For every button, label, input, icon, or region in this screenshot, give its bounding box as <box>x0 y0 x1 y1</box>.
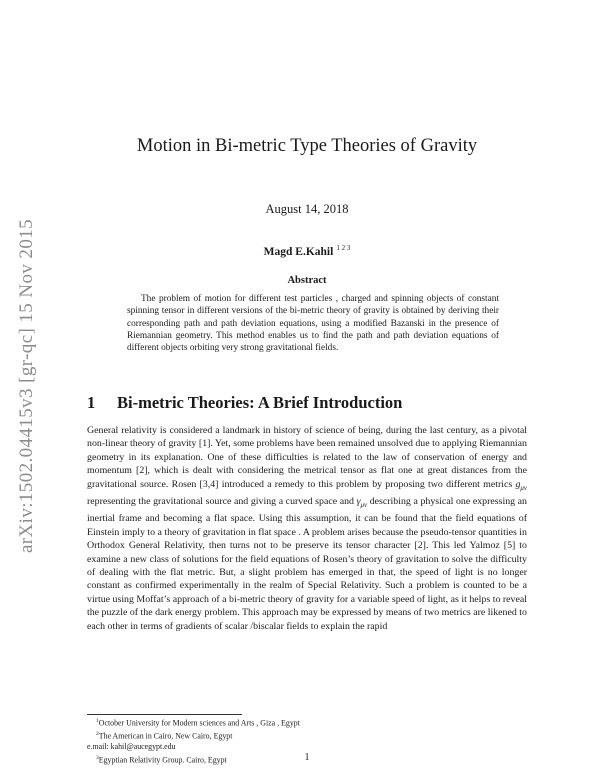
body-text-part-3: describing a physical one expressing an inertial frame and becoming a flat space. Using this assumption, it can be found that the field equations of Einstein imply to a theory of gravitation in flat space . A problem arises because the pseudo-tensor quantities in Orthodox General Relativity, then turns not to be preserve its tensor character [2]. This led Yalmoz [5] to examine a new class of solutions for the field equations of Rosen’s theory of gravitation to solve the difficulty of dealing with the flat metric. But, a slight problem has emerged in that, the speed of light is no longer constant as confirmed experimentally in the realm of Special Relativity. Such a problem is counted to be a virtue using Moffat’s approach of a bi-metric theory of gravity for a variable speed of light, as it helps to reveal the puzzle of the dark energy problem. This approach may be expressed by means of two metrics are likened to each other in terms of gradients of scalar /biscalar fields to explain the rapid <box>87 496 527 632</box>
body-paragraph <box>87 424 527 633</box>
footnote-text: October University for Modern sciences and Arts , Giza , Egypt <box>98 718 300 728</box>
abstract-body: The problem of motion for different test particles , charged and spinning objects of constant spinning tensor in different versions of the bi-metric theory of gravity is obtained by deriving their corresponding path and path deviation equations, using a modified Bazanski in the presence of Riemannian geometry. This method enables us to find the path and path deviation equations of different objects orbiting very strong gravitational fields. <box>127 294 499 354</box>
author-line <box>60 244 554 258</box>
metric-gamma-symbol: γ <box>356 496 361 507</box>
abstract-heading: Abstract <box>287 275 327 286</box>
body-text-part-1: General relativity is considered a landmark in history of science of being, during the last century, as a pivotal non-linear theory of gravity [1]. Yet, some problems have been remained unsolved due to applying Riemannian geometry in its explanation. One of these difficulties is related to the law of conservation of energy and momentum [2], which is dealt with considering the metrical tensor as flat one at great distances from the gravitational source. Rosen [3,4] introduced a remedy to this problem by proposing two different metrics <box>87 425 527 490</box>
page-number: 1 <box>304 752 310 763</box>
footnote-item <box>96 729 516 742</box>
footnote-mark: 3 <box>96 755 99 762</box>
paper-title: Motion in Bi-metric Type Theories of Gravity <box>136 136 478 156</box>
section-heading <box>87 393 402 413</box>
metric-gamma-subscript: μν <box>360 500 368 509</box>
footnote-mark: 2 <box>96 731 99 738</box>
metric-g-symbol: g <box>515 478 521 490</box>
footnote-text: The American in Cairo, New Cairo, Egypt <box>98 731 233 741</box>
section-number: 1 <box>87 393 96 412</box>
footnote-text: Egyptian Relativity Group. Cairo, Egypt <box>98 755 227 765</box>
author-name: Magd E.Kahil <box>263 245 334 258</box>
footnote-mark: 1 <box>96 718 99 724</box>
body-text-part-2: representing the gravitational source and giving a curved space and <box>87 496 357 507</box>
arxiv-identifier-stamp: arXiv:1502.04415v3 [gr-qc] 15 Nov 2015 <box>16 218 37 554</box>
metric-g-subscript: μν <box>520 483 527 492</box>
author-affiliation-marks: 1 2 3 <box>336 244 351 252</box>
footnote-text: e.mail: kahil@aucegypt.edu <box>87 742 176 752</box>
section-title: Bi-metric Theories: A Brief Introduction <box>117 393 403 412</box>
footnote-divider <box>87 714 242 715</box>
paper-date: August 14, 2018 <box>265 202 349 216</box>
footnote-item <box>96 716 516 729</box>
